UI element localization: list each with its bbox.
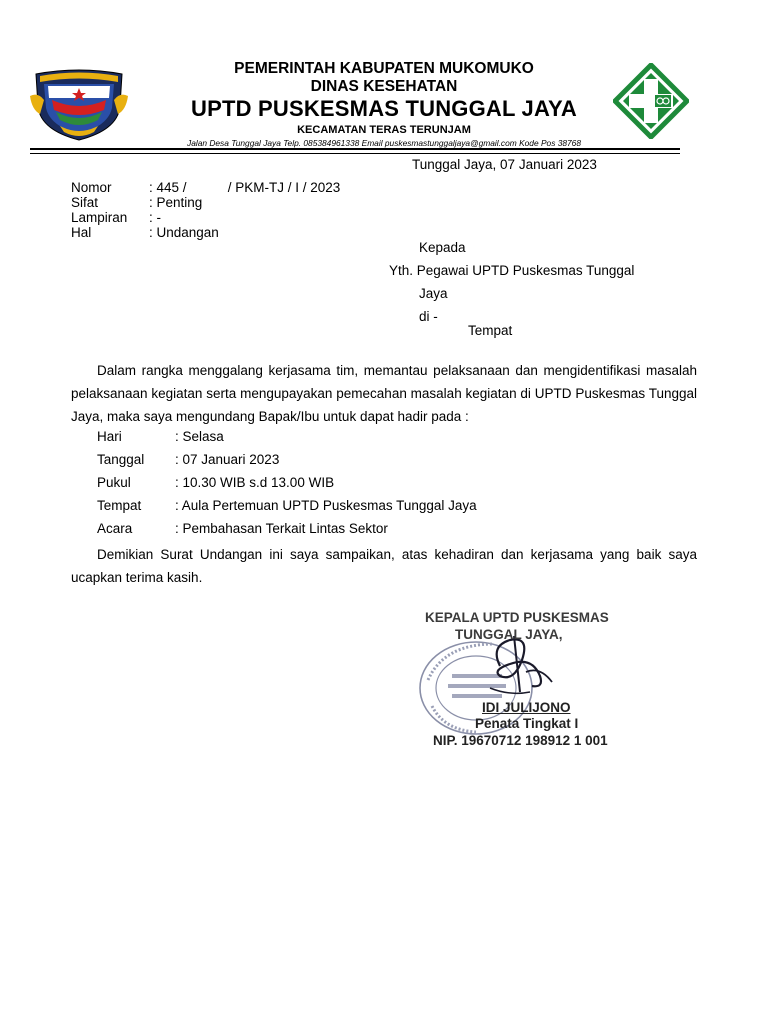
address-line: Jalan Desa Tunggal Jaya Telp. 085384961338 Email puskesmastunggaljaya@gmail.com Kode Pos 38768 <box>187 138 581 148</box>
letter-date: Tunggal Jaya, 07 Januari 2023 <box>412 157 597 172</box>
meta-row-attachment <box>71 210 340 225</box>
detail-value: : Aula Pertemuan UPTD Puskesmas Tunggal Jaya <box>175 498 477 513</box>
meta-label: Nomor <box>71 180 112 195</box>
detail-label: Pukul <box>97 475 131 490</box>
detail-row-place <box>97 498 477 513</box>
detail-value: : 07 Januari 2023 <box>175 452 280 467</box>
detail-label: Tempat <box>97 498 142 513</box>
letterhead-rule-thick <box>30 148 680 150</box>
kabupaten-crest-icon <box>30 66 128 142</box>
meta-label: Hal <box>71 225 92 240</box>
government-name: PEMERINTAH KABUPATEN MUKOMUKO <box>234 60 534 77</box>
letterhead <box>130 60 638 149</box>
signatory-title-cont: TUNGGAL JAYA, <box>455 627 563 642</box>
district-name: KECAMATAN TERAS TERUNJAM <box>297 124 471 136</box>
recipient-line: Yth. Pegawai UPTD Puskesmas Tunggal <box>389 263 635 278</box>
detail-label: Acara <box>97 521 133 536</box>
detail-row-date <box>97 452 279 467</box>
detail-label: Tanggal <box>97 452 145 467</box>
letterhead-rule-thin <box>30 153 680 154</box>
institution-name: UPTD PUSKESMAS TUNGGAL JAYA <box>191 96 577 121</box>
meta-row-subject <box>71 225 340 240</box>
recipient-kepada: Kepada <box>419 240 466 255</box>
detail-row-day <box>97 429 224 444</box>
detail-label: Hari <box>97 429 122 444</box>
detail-value: : Pembahasan Terkait Lintas Sektor <box>175 521 388 536</box>
signatory-title: KEPALA UPTD PUSKESMAS <box>425 610 609 625</box>
meta-value: : 445 / / PKM-TJ / I / 2023 <box>149 180 341 195</box>
meta-value: : - <box>149 210 161 225</box>
recipient-line-cont: Jaya <box>419 286 448 301</box>
signatory-nip: NIP. 19670712 198912 1 001 <box>433 733 608 748</box>
meta-value: : Penting <box>149 195 203 210</box>
body-paragraph: Dalam rangka menggalang kerjasama tim, memantau pelaksanaan dan mengidentifikasi masalah pelaksanaan kegiatan serta mengupayakan pemecahan masalah kegiatan di UPTD Puskesmas Tunggal Jaya, maka saya mengundang Bapak/Ibu untuk dapat hadir pada : <box>71 363 697 424</box>
detail-value: : 10.30 WIB s.d 13.00 WIB <box>175 475 335 490</box>
meta-value: : Undangan <box>149 225 219 240</box>
closing-paragraph: Demikian Surat Undangan ini saya sampaikan, atas kehadiran dan kerjasama yang baik saya ucapkan terima kasih. <box>71 547 697 585</box>
recipient-tempat: Tempat <box>468 323 513 338</box>
detail-value: : Selasa <box>175 429 224 444</box>
recipient-di: di - <box>419 309 438 324</box>
detail-row-time <box>97 475 334 490</box>
puskesmas-cross-icon <box>613 63 689 139</box>
meta-label: Lampiran <box>71 210 128 225</box>
department-name: DINAS KESEHATAN <box>310 78 458 95</box>
meta-row-number <box>71 180 340 195</box>
signatory-name: IDI JULIJONO <box>482 700 571 715</box>
meta-label: Sifat <box>71 195 99 210</box>
signatory-rank: Penata Tingkat I <box>475 716 579 731</box>
meta-row-nature <box>71 195 340 210</box>
letter-meta <box>71 180 340 240</box>
detail-row-agenda <box>97 521 388 536</box>
